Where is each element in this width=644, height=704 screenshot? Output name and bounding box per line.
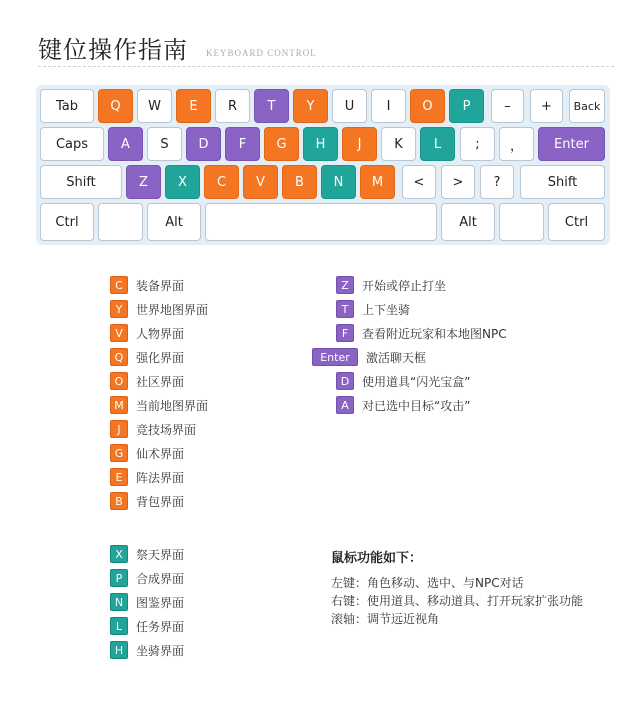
legend-key-badge: A [336,396,354,414]
legend-key-badge: P [110,569,128,587]
legend-key-badge: Enter [312,348,358,366]
key-f: F [225,127,260,161]
key-p: P [449,89,484,123]
key-alt-left: Alt [147,203,201,241]
legend-item-b [110,491,184,511]
legend-item-m [110,395,208,415]
legend-key-badge: M [110,396,128,414]
legend-label: 开始或停止打坐 [362,278,447,293]
mouse-left-click-line: 左键：角色移动、选中、与NPC对话 [331,576,524,590]
header [38,28,614,68]
legend-key-badge: X [110,545,128,563]
key-c: C [204,165,239,199]
key-i: I [371,89,406,123]
legend-item-v [110,323,184,343]
legend-label: 激活聊天框 [366,350,427,365]
legend-item-enter [312,347,426,367]
key-ctrl-right: Ctrl [548,203,605,241]
key-x: X [165,165,200,199]
legend-item-h [110,640,184,660]
legend-key-badge: T [336,300,354,318]
key-r: R [215,89,250,123]
legend-item-f [336,323,507,343]
legend-key-badge: H [110,641,128,659]
legend-label: 强化界面 [136,350,185,365]
key-d: D [186,127,221,161]
key-w: W [137,89,172,123]
key-blank-left [98,203,143,241]
legend-label: 图鉴界面 [136,595,185,610]
key-b: B [282,165,317,199]
legend-label: 阵法界面 [136,470,185,485]
legend-key-badge: V [110,324,128,342]
key-z: Z [126,165,161,199]
legend-label: 背包界面 [136,494,185,509]
legend-item-g [110,443,184,463]
mouse-scroll-line: 滚轴：调节远近视角 [331,612,440,626]
legend-item-p [110,568,184,588]
key-greater-than: > [441,165,475,199]
legend-label: 合成界面 [136,571,185,586]
key-q: Q [98,89,133,123]
legend-key-badge: O [110,372,128,390]
legend-label: 任务界面 [136,619,185,634]
legend-item-d [336,371,470,391]
key-less-than: < [402,165,436,199]
key-blank-right [499,203,544,241]
legend-label: 竞技场界面 [136,422,197,437]
key-j: J [342,127,377,161]
legend-label: 人物界面 [136,326,185,341]
legend-key-badge: L [110,617,128,635]
key-e: E [176,89,211,123]
legend-key-badge: N [110,593,128,611]
key-k: K [381,127,416,161]
key-plus: + [530,89,563,123]
key-caps: Caps [40,127,104,161]
key-shift-right: Shift [520,165,605,199]
legend-label: 使用道具“闪光宝盒” [362,374,471,389]
legend-item-j [110,419,196,439]
legend-key-badge: D [336,372,354,390]
legend-label: 祭天界面 [136,547,185,562]
legend-key-badge: Z [336,276,354,294]
key-comma: ， [499,127,534,161]
legend-item-q [110,347,184,367]
key-space [205,203,437,241]
legend-label: 上下坐骑 [362,302,411,317]
legend-label: 查看附近玩家和本地图NPC [362,326,507,341]
key-h: H [303,127,338,161]
key-shift-left: Shift [40,165,122,199]
legend-label: 坐骑界面 [136,643,185,658]
legend-item-x [110,544,184,564]
key-u: U [332,89,367,123]
legend-label: 社区界面 [136,374,185,389]
legend-item-y [110,299,208,319]
key-o: O [410,89,445,123]
page-title: 键位操作指南 [38,36,188,64]
key-back: Back [569,89,605,123]
legend-key-badge: G [110,444,128,462]
legend-item-e [110,467,184,487]
legend-item-n [110,592,184,612]
key-s: S [147,127,182,161]
key-y: Y [293,89,328,123]
key-l: L [420,127,455,161]
key-minus: – [491,89,524,123]
legend-key-badge: J [110,420,128,438]
key-alt-right: Alt [441,203,495,241]
legend-item-z [336,275,446,295]
legend-key-badge: B [110,492,128,510]
legend-key-badge: C [110,276,128,294]
legend-label: 对已选中目标“攻击” [362,398,471,413]
key-a: A [108,127,143,161]
keyboard [36,85,610,245]
key-v: V [243,165,278,199]
legend-label: 当前地图界面 [136,398,209,413]
legend-key-badge: Y [110,300,128,318]
key-question: ? [480,165,514,199]
key-n: N [321,165,356,199]
mouse-right-click-line: 右键：使用道具、移动道具、打开玩家扩张功能 [331,594,584,608]
legend-item-a [336,395,470,415]
legend-label: 世界地图界面 [136,302,209,317]
page-subtitle: KEYBOARD CONTROL [206,48,317,58]
legend-key-badge: F [336,324,354,342]
mouse-heading: 鼠标功能如下： [331,551,423,566]
legend-key-badge: Q [110,348,128,366]
key-g: G [264,127,299,161]
key-tab: Tab [40,89,94,123]
legend-item-t [336,299,410,319]
title-divider [38,66,614,67]
key-m: M [360,165,395,199]
legend-key-badge: E [110,468,128,486]
legend-label: 装备界面 [136,278,185,293]
legend-item-o [110,371,184,391]
key-ctrl-left: Ctrl [40,203,94,241]
key-semicolon: ; [460,127,495,161]
legend-item-c [110,275,184,295]
key-t: T [254,89,289,123]
key-enter: Enter [538,127,605,161]
legend-item-l [110,616,184,636]
legend-label: 仙术界面 [136,446,185,461]
